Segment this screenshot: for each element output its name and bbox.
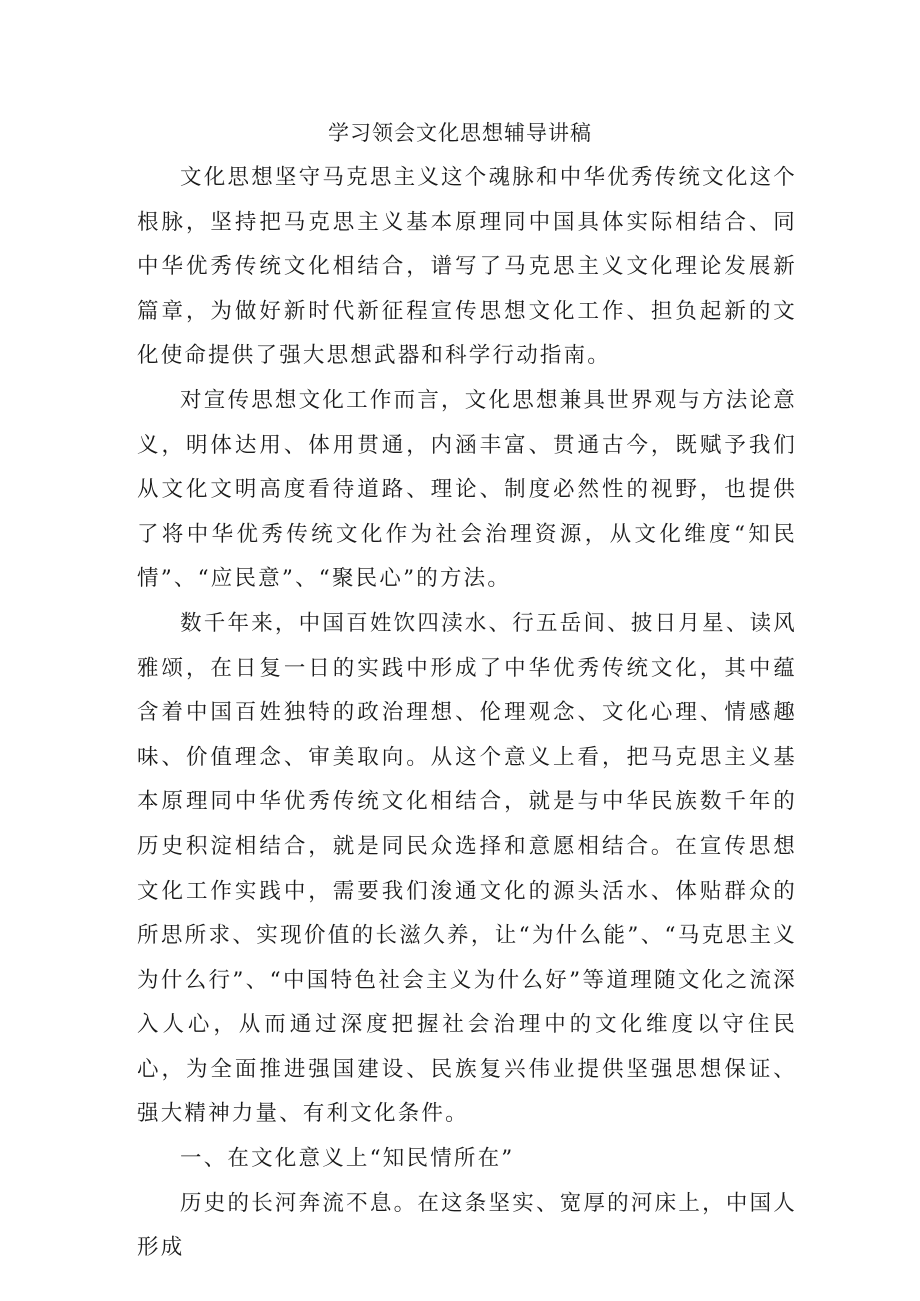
paragraph-intro: 文化思想坚守马克思主义这个魂脉和中华优秀传统文化这个根脉，坚持把马克思主义基本原理同中国具体实际相结合、同中华优秀传统文化相结合，谱写了马克思主义文化理论发展新篇章，为做好新时代新征程宣传思想文化工作、担负起新的文化使命提供了强大思想武器和科学行动指南。 — [137, 165, 797, 369]
paragraph-tradition: 数千年来，中国百姓饮四渎水、行五岳间、披日月星、读风雅颂，在日复一日的实践中形成了中华优秀传统文化，其中蕴含着中国百姓独特的政治理想、伦理观念、文化心理、情感趣味、价值理念、审美取向。从这个意义上看，把马克思主义基本原理同中华优秀传统文化相结合，就是与中华民族数千年的历史积淀相结合，就是同民众选择和意愿相结合。在宣传思想文化工作实践中，需要我们浚通文化的源头活水、体贴群众的所思所求、实现价值的长滋久养，让“为什么能”、“马克思主义为什么行”、“中国特色社会主义为什么好”等道理随文化之流深入人心，从而通过深度把握社会治理中的文化维度以守住民心，为全面推进强国建设、民族复兴伟业提供坚强思想保证、强大精神力量、有利文化条件。 — [137, 610, 797, 1127]
document-body — [137, 156, 797, 1271]
document-title: 学习领会文化思想辅导讲稿 — [328, 121, 592, 145]
paragraph-history: 历史的长河奔流不息。在这条坚实、宽厚的河床上，中国人形成 — [137, 1190, 797, 1261]
section-heading: 一、在文化意义上“知民情所在” — [180, 1146, 515, 1172]
paragraph-methodology: 对宣传思想文化工作而言，文化思想兼具世界观与方法论意义，明体达用、体用贯通，内涵丰富、贯通古今，既赋予我们从文化文明高度看待道路、理论、制度必然性的视野，也提供了将中华优秀传统文化作为社会治理资源，从文化维度“知民情”、“应民意”、“聚民心”的方法。 — [137, 387, 797, 592]
